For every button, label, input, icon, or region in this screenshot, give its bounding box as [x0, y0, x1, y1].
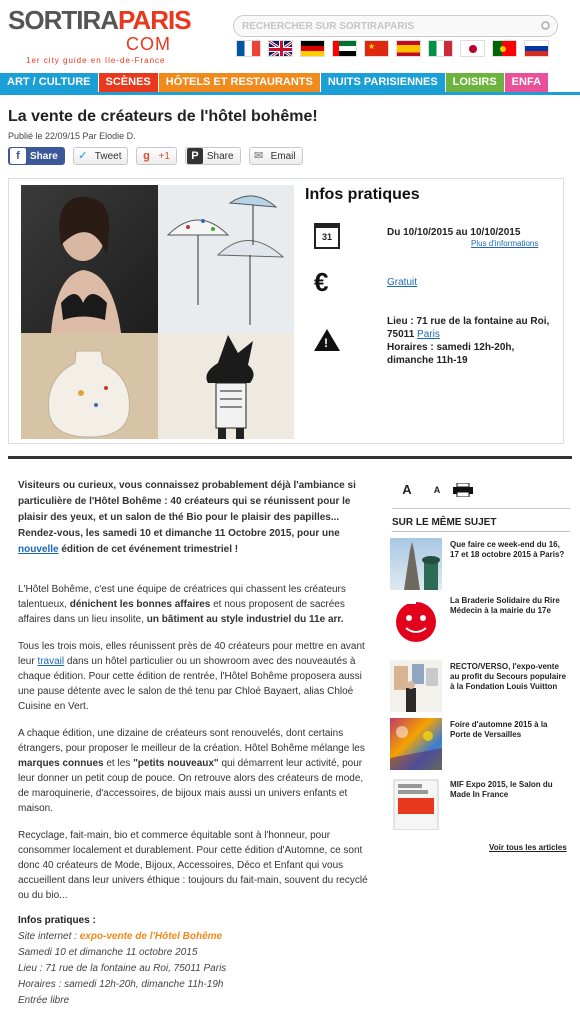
logo-tagline: 1er city guide en Ile-de-France: [26, 56, 166, 65]
related-title: La Braderie Solidaire du Rire Médecin à la mairie du 17e: [450, 596, 560, 615]
facebook-icon: f: [10, 148, 26, 164]
content-separator: [8, 456, 572, 459]
nav-hotels-restaurants[interactable]: HÔTELS ET RESTAURANTS: [159, 73, 321, 92]
event-dates: Du 10/10/2015 au 10/10/2015: [387, 227, 521, 238]
related-article[interactable]: [390, 538, 570, 594]
share-bar: [8, 147, 303, 165]
gplus-button[interactable]: [136, 147, 176, 165]
related-thumbnail: [390, 660, 442, 712]
related-thumbnail: [390, 538, 442, 590]
practical-info-dates: Samedi 10 et dimanche 11 octobre 2015: [18, 947, 198, 958]
more-info-link[interactable]: Plus d'informations: [471, 239, 539, 248]
spain-flag-icon[interactable]: [396, 40, 421, 57]
related-thumbnail: [390, 718, 442, 770]
increase-text-button[interactable]: A: [402, 482, 412, 497]
related-thumbnail: [390, 594, 442, 646]
article-paragraph-4: Recyclage, fait-main, bio et commerce équitable sont à l'honneur, pour consommer localement et durablement. Pour cette édition d'Automne, ce sont donc 40 créateurs de Mode, Bijoux, Accessoires, Déco et Enfant qui vous accueillent dans leur univers éthique : toujours du fait-main, souvent du recyclé ou du bio...: [18, 830, 368, 901]
article-paragraph-3: A chaque édition, une dizaine de créateurs sont renouvelés, dont certains étrangers, pour proposer le meilleur de la création. Hôtel Bohême mélange les marques connues et les "petits nouveaux" qui démarrent leur activité, pour leur donner un petit coup de pouce. On retrouve alors des créateurs de mode, de maroquinerie, d'accessoires, de bijoux mais aussi un univers enfants et maison.: [18, 728, 365, 814]
related-title: MIF Expo 2015, le Salon du Made In France: [450, 780, 553, 799]
price-link[interactable]: Gratuit: [387, 277, 418, 288]
nav-scenes[interactable]: SCÈNES: [99, 73, 159, 92]
article-byline: Publié le 22/09/15 Par Elodie D.: [8, 131, 136, 141]
article-paragraph-2: Tous les trois mois, elles réunissent près de 40 créateurs pour mettre en avant leur travail dans un hôtel particulier ou un showroom avec des nouveautés à chaque édition. Pour cette édition de rentrée, l'Hôtel Bohême proposera aussi une pause détente avec le salon de thé tenu par Chloé Bayaert, alias Chloé Cuisine en Vert.: [18, 641, 365, 712]
uae-flag-icon[interactable]: [332, 40, 357, 57]
pinterest-icon: P: [187, 148, 203, 164]
email-icon: ✉: [253, 150, 264, 162]
print-icon[interactable]: [452, 483, 482, 497]
practical-info-hours: Horaires : samedi 12h-20h, dimanche 11h-19h: [18, 979, 224, 990]
uk-flag-icon[interactable]: [268, 40, 293, 57]
portugal-flag-icon[interactable]: [492, 40, 517, 57]
related-title: Que faire ce week-end du 16, 17 et 18 octobre 2015 à Paris?: [450, 540, 565, 559]
twitter-tweet-label: Tweet: [94, 150, 122, 162]
see-all-articles-link[interactable]: Voir tous les articles: [489, 843, 567, 852]
nav-loisirs[interactable]: LOISIRS: [446, 73, 505, 92]
same-subject-underline: [392, 531, 570, 532]
warning-icon: !: [314, 329, 340, 351]
related-title: Foire d'automne 2015 à la Porte de Versailles: [450, 720, 548, 739]
email-share-label: Email: [270, 150, 296, 162]
email-share-button[interactable]: [249, 147, 303, 165]
search-box[interactable]: [233, 15, 558, 37]
same-subject-heading: SUR LE MÊME SUJET: [392, 517, 497, 528]
calendar-icon: 31: [314, 223, 340, 249]
pinterest-share-button[interactable]: [185, 147, 241, 165]
euro-icon: €: [314, 267, 329, 297]
facebook-share-button[interactable]: [8, 147, 65, 165]
practical-info-title: Infos pratiques :: [18, 915, 96, 926]
article-lead: Visiteurs ou curieux, vous connaissez probablement déjà l'ambiance si particulière de l'Hôtel Bohême : 40 créateurs qui se réunissent pour le plaisir des yeux, et un salon de thé Bio pour le plaisir des papilles... Rendez-vous, les samedi 10 et dimanche 11 Octobre 2015, pour une nouvelle édition de cet événement trimestriel !: [18, 480, 356, 555]
event-hours: Horaires : samedi 12h-20h, dimanche 11h-19: [387, 342, 515, 366]
site-link[interactable]: expo-vente de l'Hôtel Bohême: [79, 931, 223, 942]
article-title: La vente de créateurs de l'hôtel bohême!: [8, 108, 318, 125]
sidebar-top-line: [392, 508, 570, 509]
nav-nuits-parisiennes[interactable]: NUITS PARISIENNES: [321, 73, 446, 92]
photo-wolf-figurine: [158, 333, 294, 439]
related-thumbnail: [390, 778, 442, 830]
france-flag-icon[interactable]: [236, 40, 261, 57]
photo-model: [21, 185, 158, 333]
paris-link[interactable]: Paris: [417, 329, 440, 340]
photo-umbrellas: [158, 185, 294, 333]
logo-com: COM: [126, 34, 171, 54]
germany-flag-icon[interactable]: [300, 40, 325, 57]
japan-flag-icon[interactable]: [460, 40, 485, 57]
photo-vase: [21, 333, 158, 439]
china-flag-icon[interactable]: ★: [364, 40, 389, 57]
practical-info-entry: Entrée libre: [18, 995, 70, 1006]
nav-art-culture[interactable]: ART / CULTURE: [0, 73, 99, 92]
decrease-text-button[interactable]: A: [433, 484, 441, 495]
pinterest-share-label: Share: [206, 150, 234, 162]
practical-info-site: Site internet : expo-vente de l'Hôtel Bohême: [18, 931, 223, 942]
related-title: RECTO/VERSO, l'expo-vente au profit du Secours populaire à la Fondation Louis Vuitton: [450, 662, 567, 691]
nouvelle-link[interactable]: nouvelle: [18, 544, 59, 555]
related-article[interactable]: [390, 718, 570, 774]
related-article[interactable]: [390, 778, 570, 834]
related-article[interactable]: [390, 594, 570, 650]
twitter-tweet-button[interactable]: [73, 147, 129, 165]
site-logo[interactable]: [8, 6, 208, 66]
language-flags: [236, 40, 556, 57]
related-article[interactable]: [390, 660, 570, 716]
article-paragraph-1: L'Hôtel Bohême, c'est une équipe de créatrices qui chassent les créateurs talentueux, dénichent les bonnes affaires et nous proposent de sacrées affaires dans un lieu insolite, un bâtiment au style industriel du 11e arr.: [18, 584, 346, 625]
twitter-icon: ✓: [78, 150, 88, 162]
event-photo[interactable]: [21, 185, 294, 439]
article-practical-info: [18, 913, 370, 1009]
search-input[interactable]: [234, 16, 534, 36]
logo-wordmark: SORTIRAPARIS: [8, 5, 191, 35]
infos-pratiques-title: Infos pratiques: [305, 186, 420, 203]
nav-enfants[interactable]: ENFA: [505, 73, 549, 92]
travail-link[interactable]: travail: [37, 656, 65, 667]
russia-flag-icon[interactable]: [524, 40, 549, 57]
search-icon[interactable]: [541, 21, 550, 30]
gplus-icon: g: [143, 150, 150, 162]
event-info-box: [8, 178, 564, 444]
main-nav: [0, 73, 580, 95]
facebook-share-label: Share: [30, 150, 58, 162]
italy-flag-icon[interactable]: [428, 40, 453, 57]
event-location: Lieu : 71 rue de la fontaine au Roi, 75011 Paris: [387, 316, 550, 340]
text-size-controls: [392, 482, 482, 497]
gplus-label: +1: [158, 150, 170, 162]
practical-info-location: Lieu : 71 rue de la fontaine au Roi, 75011 Paris: [18, 963, 227, 974]
